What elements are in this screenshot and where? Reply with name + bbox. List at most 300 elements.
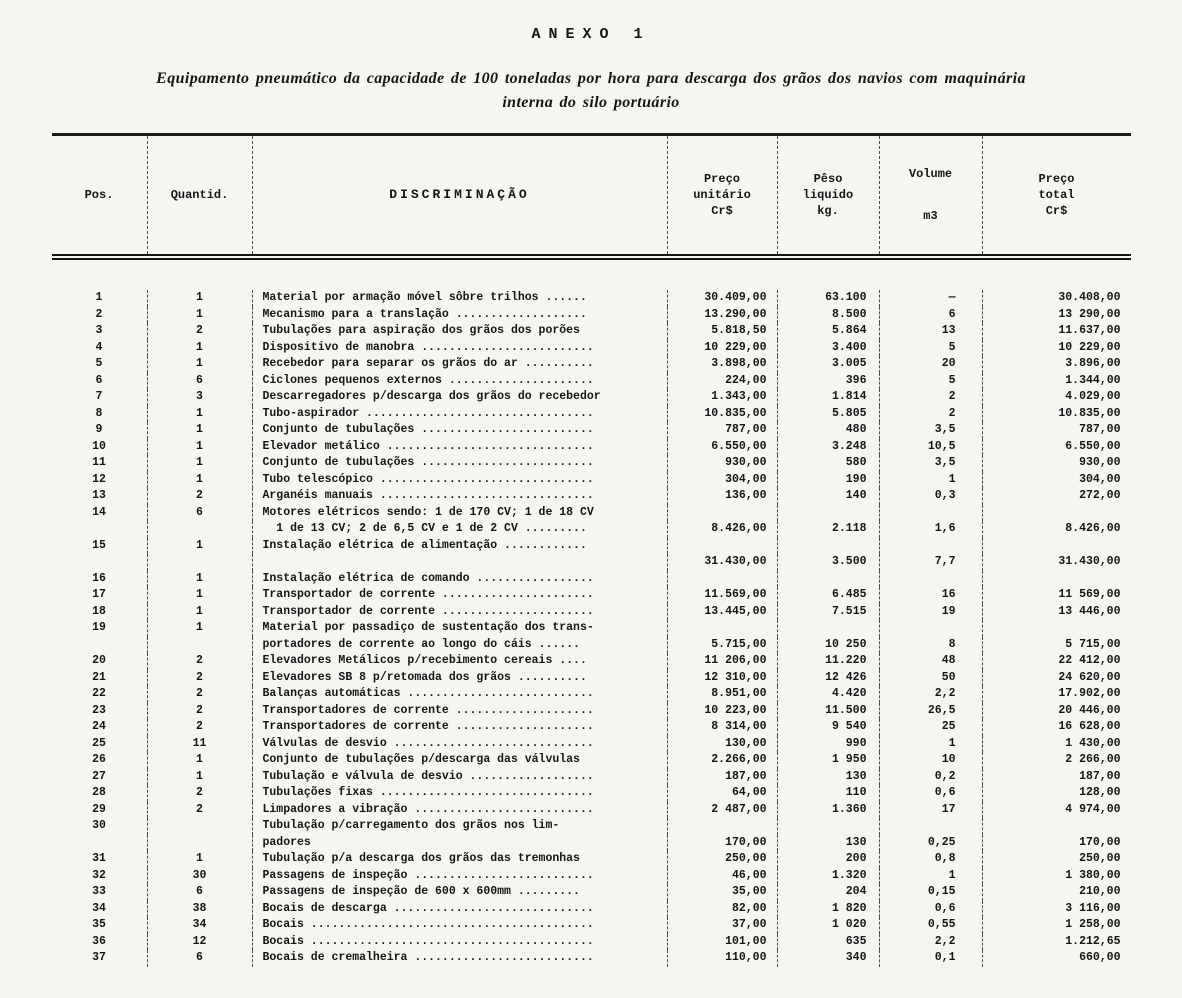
table-row-line xyxy=(52,769,1131,786)
cell-desc: Descarregadores p/descarga dos grãos do recebedor xyxy=(252,389,667,406)
cell-weight: 580 xyxy=(777,455,879,472)
header-net-weight-line1: Pêso xyxy=(813,172,843,186)
cell-total-price xyxy=(982,538,1131,555)
cell-unit-price: 2.266,00 xyxy=(667,752,777,769)
header-unit-price xyxy=(667,136,777,254)
cell-desc: Ciclones pequenos externos ..................... xyxy=(252,373,667,390)
cell-desc: Tubulação p/carregamento dos grãos nos lim- xyxy=(252,818,667,835)
cell-unit-price: 8 314,00 xyxy=(667,719,777,736)
cell-pos: 34 xyxy=(92,901,106,915)
cell-unit-price: 37,00 xyxy=(667,917,777,934)
cell-qty: 1 xyxy=(147,307,252,324)
table-row-line xyxy=(52,488,1131,505)
cell-unit-price: 2 487,00 xyxy=(667,802,777,819)
cell-pos: 14 xyxy=(92,505,106,519)
cell-qty: 1 xyxy=(147,538,252,555)
cell-unit-price: 31.430,00 xyxy=(667,554,777,571)
cell-pos xyxy=(52,637,147,654)
cell-pos: 30 xyxy=(92,819,106,832)
cell-volume: 3,5 xyxy=(879,455,982,472)
table-row-line xyxy=(52,521,1131,538)
cell-volume: 1 xyxy=(879,868,982,885)
document-title: ANEXO 1 xyxy=(531,26,651,43)
cell-total-price xyxy=(982,818,1131,835)
header-total-price-line1: Preço xyxy=(1038,172,1075,186)
cell-volume: 8 xyxy=(879,637,982,654)
cell-total-price: 128,00 xyxy=(982,785,1131,802)
cell-total-price: 10.835,00 xyxy=(982,406,1131,423)
cell-weight xyxy=(777,505,879,522)
cell-weight: 130 xyxy=(777,769,879,786)
cell-total-price: 22 412,00 xyxy=(982,653,1131,670)
table-row-line xyxy=(52,686,1131,703)
table-row-line xyxy=(52,802,1131,819)
header-discrimination-label: DISCRIMINAÇÃO xyxy=(389,187,530,202)
header-net-weight xyxy=(777,136,879,254)
cell-unit-price xyxy=(667,571,777,588)
cell-unit-price: 10 229,00 xyxy=(667,340,777,357)
table-row-line xyxy=(52,620,1131,637)
cell-volume: 16 xyxy=(879,587,982,604)
cell-volume: 0,8 xyxy=(879,851,982,868)
cell-qty: 2 xyxy=(147,719,252,736)
cell-total-price: 170,00 xyxy=(982,835,1131,852)
cell-pos: 31 xyxy=(92,852,106,865)
cell-weight: 9 540 xyxy=(777,719,879,736)
cell-total-price: 272,00 xyxy=(982,488,1131,505)
cell-volume: 6 xyxy=(879,307,982,324)
cell-total-price: 930,00 xyxy=(982,455,1131,472)
cell-desc: Limpadores a vibração .......................... xyxy=(252,802,667,819)
cell-pos: 2 xyxy=(95,307,103,321)
cell-qty: 12 xyxy=(147,934,252,951)
cell-total-price: 10 229,00 xyxy=(982,340,1131,357)
cell-total-price xyxy=(982,571,1131,588)
cell-total-price: 13 290,00 xyxy=(982,307,1131,324)
cell-total-price: 304,00 xyxy=(982,472,1131,489)
cell-weight: 110 xyxy=(777,785,879,802)
cell-desc: Passagens de inspeção de 600 x 600mm ......... xyxy=(252,884,667,901)
cell-weight: 12 426 xyxy=(777,670,879,687)
cell-volume: 5 xyxy=(879,340,982,357)
cell-pos: 22 xyxy=(92,687,106,700)
cell-total-price: 1 258,00 xyxy=(982,917,1131,934)
table-row-line xyxy=(52,538,1131,555)
cell-unit-price: 11.569,00 xyxy=(667,587,777,604)
cell-weight xyxy=(777,538,879,555)
cell-qty: 3 xyxy=(147,389,252,406)
cell-qty: 11 xyxy=(147,736,252,753)
table-row-line xyxy=(52,653,1131,670)
cell-unit-price: 8.951,00 xyxy=(667,686,777,703)
cell-unit-price: 8.426,00 xyxy=(667,521,777,538)
cell-unit-price: 10 223,00 xyxy=(667,703,777,720)
header-unit-price-line2: unitário xyxy=(693,188,751,202)
cell-qty: 6 xyxy=(147,373,252,390)
cell-total-price: 20 446,00 xyxy=(982,703,1131,720)
cell-pos: 13 xyxy=(92,489,106,502)
cell-pos: 25 xyxy=(92,736,106,750)
cell-pos: 21 xyxy=(92,670,106,684)
cell-pos: 10 xyxy=(92,439,106,453)
cell-pos: 12 xyxy=(92,472,106,486)
cell-volume: 2,2 xyxy=(879,686,982,703)
table-body xyxy=(52,260,1131,967)
cell-pos: 6 xyxy=(95,373,103,387)
cell-qty: 1 xyxy=(147,356,252,373)
cell-volume: 1 xyxy=(879,736,982,753)
cell-unit-price: 787,00 xyxy=(667,422,777,439)
table-row-line xyxy=(52,917,1131,934)
table-row-line xyxy=(52,901,1131,918)
cell-volume: 13 xyxy=(879,323,982,340)
cell-desc: Dispositivo de manobra ......................... xyxy=(252,340,667,357)
table-row-line xyxy=(52,670,1131,687)
cell-desc: Elevador metálico .............................. xyxy=(252,439,667,456)
table-row-line xyxy=(52,950,1131,967)
cell-desc: padores xyxy=(252,835,667,852)
cell-unit-price: 12 310,00 xyxy=(667,670,777,687)
cell-volume: 0,55 xyxy=(879,917,982,934)
table-row-line xyxy=(52,554,1131,571)
cell-weight: 7.515 xyxy=(777,604,879,621)
header-pos xyxy=(52,136,147,254)
cell-volume xyxy=(879,620,982,637)
cell-weight: 8.500 xyxy=(777,307,879,324)
cell-pos: 4 xyxy=(95,340,103,354)
cell-volume: 7,7 xyxy=(879,554,982,571)
cell-qty xyxy=(147,818,252,835)
cell-weight: 6.485 xyxy=(777,587,879,604)
cell-volume: 0,6 xyxy=(879,901,982,918)
cell-qty: 1 xyxy=(147,587,252,604)
cell-desc: Instalação elétrica de comando ................. xyxy=(252,571,667,588)
cell-unit-price: 110,00 xyxy=(667,950,777,967)
cell-unit-price: 35,00 xyxy=(667,884,777,901)
cell-qty: 6 xyxy=(147,884,252,901)
cell-qty: 1 xyxy=(147,571,252,588)
cell-unit-price: 11 206,00 xyxy=(667,653,777,670)
cell-desc: Material por passadiço de sustentação dos trans- xyxy=(252,620,667,637)
cell-volume: 0,15 xyxy=(879,884,982,901)
cell-pos xyxy=(52,521,147,538)
cell-weight: 11.500 xyxy=(777,703,879,720)
cell-volume: 0,2 xyxy=(879,769,982,786)
header-total-price-line3: Cr$ xyxy=(1045,204,1068,218)
table-row-line xyxy=(52,505,1131,522)
annex-table xyxy=(52,133,1131,967)
cell-volume: 26,5 xyxy=(879,703,982,720)
cell-qty: 2 xyxy=(147,670,252,687)
cell-pos: 24 xyxy=(92,720,106,733)
cell-unit-price: 250,00 xyxy=(667,851,777,868)
cell-qty: 2 xyxy=(147,653,252,670)
cell-weight: 5.864 xyxy=(777,323,879,340)
cell-unit-price: 304,00 xyxy=(667,472,777,489)
cell-pos: 9 xyxy=(95,423,103,436)
cell-unit-price: 30.409,00 xyxy=(667,290,777,307)
cell-qty: 1 xyxy=(147,422,252,439)
cell-qty: 1 xyxy=(147,455,252,472)
cell-pos: 16 xyxy=(92,571,106,585)
table-row-line xyxy=(52,587,1131,604)
cell-qty: 2 xyxy=(147,802,252,819)
table-row-line xyxy=(52,406,1131,423)
header-pos-label: Pos. xyxy=(84,188,114,202)
table-row-line xyxy=(52,323,1131,340)
cell-volume: 2 xyxy=(879,406,982,423)
cell-qty: 1 xyxy=(147,769,252,786)
cell-total-price: 187,00 xyxy=(982,769,1131,786)
cell-total-price: 787,00 xyxy=(982,422,1131,439)
cell-volume: 1,6 xyxy=(879,521,982,538)
cell-total-price: 5 715,00 xyxy=(982,637,1131,654)
cell-volume: 0,3 xyxy=(879,488,982,505)
document-subtitle xyxy=(51,67,1131,115)
cell-qty xyxy=(147,835,252,852)
cell-pos xyxy=(52,835,147,852)
cell-volume: 1 xyxy=(879,472,982,489)
cell-qty: 1 xyxy=(147,851,252,868)
cell-total-price: 3.896,00 xyxy=(982,356,1131,373)
subtitle-line-1: Equipamento pneumático da capacidade de 100 toneladas por hora para descarga dos grãos dos navios com maquinária xyxy=(156,70,1026,87)
cell-pos: 19 xyxy=(92,621,106,634)
cell-volume xyxy=(879,571,982,588)
cell-weight: 1.320 xyxy=(777,868,879,885)
cell-qty: 2 xyxy=(147,785,252,802)
cell-total-price: 31.430,00 xyxy=(982,554,1131,571)
cell-unit-price: 136,00 xyxy=(667,488,777,505)
cell-unit-price xyxy=(667,620,777,637)
cell-desc: Mecanismo para a translação ................... xyxy=(252,307,667,324)
cell-qty: 1 xyxy=(147,340,252,357)
cell-volume: 20 xyxy=(879,356,982,373)
cell-weight: 635 xyxy=(777,934,879,951)
header-total-price xyxy=(982,136,1131,254)
cell-desc: Tubo-aspirador ................................. xyxy=(252,406,667,423)
cell-unit-price: 224,00 xyxy=(667,373,777,390)
cell-total-price: 3 116,00 xyxy=(982,901,1131,918)
cell-weight: 1 950 xyxy=(777,752,879,769)
cell-total-price xyxy=(982,620,1131,637)
cell-desc: 1 de 13 CV; 2 de 6,5 CV e 1 de 2 CV ......... xyxy=(252,521,667,538)
cell-desc: Tubulações fixas ............................... xyxy=(252,785,667,802)
cell-volume: 17 xyxy=(879,802,982,819)
cell-total-price: 11 569,00 xyxy=(982,587,1131,604)
cell-total-price: 8.426,00 xyxy=(982,521,1131,538)
cell-unit-price: 187,00 xyxy=(667,769,777,786)
header-volume xyxy=(879,136,982,254)
cell-qty: 2 xyxy=(147,488,252,505)
cell-total-price: 1.212,65 xyxy=(982,934,1131,951)
cell-desc: Tubulações para aspiração dos grãos dos porões xyxy=(252,323,667,340)
table-row-line xyxy=(52,290,1131,307)
cell-weight: 990 xyxy=(777,736,879,753)
cell-weight: 3.005 xyxy=(777,356,879,373)
cell-pos: 8 xyxy=(95,406,103,420)
cell-desc: Recebedor para separar os grãos do ar .......... xyxy=(252,356,667,373)
cell-qty: 1 xyxy=(147,620,252,637)
cell-weight: 1.814 xyxy=(777,389,879,406)
cell-pos: 32 xyxy=(92,868,106,882)
table-row-line xyxy=(52,340,1131,357)
table-header-row xyxy=(52,136,1131,254)
cell-pos: 1 xyxy=(95,291,103,304)
table-row-line xyxy=(52,637,1131,654)
cell-weight: 340 xyxy=(777,950,879,967)
cell-weight: 3.400 xyxy=(777,340,879,357)
cell-total-price: 1 380,00 xyxy=(982,868,1131,885)
cell-weight: 3.500 xyxy=(777,554,879,571)
header-unit-price-line1: Preço xyxy=(703,172,740,186)
cell-pos: 27 xyxy=(92,769,106,783)
cell-weight xyxy=(777,818,879,835)
header-volume-line2: m3 xyxy=(923,209,938,223)
header-quantity xyxy=(147,136,252,254)
cell-total-price: 4.029,00 xyxy=(982,389,1131,406)
cell-volume: 19 xyxy=(879,604,982,621)
cell-volume: 0,6 xyxy=(879,785,982,802)
cell-pos xyxy=(52,554,147,571)
cell-unit-price: 6.550,00 xyxy=(667,439,777,456)
cell-desc: Transportadores de corrente .................... xyxy=(252,719,667,736)
cell-volume xyxy=(879,538,982,555)
cell-desc: Instalação elétrica de alimentação ............ xyxy=(252,538,667,555)
cell-pos: 28 xyxy=(92,786,106,799)
table-row-line xyxy=(52,835,1131,852)
cell-desc: Elevadores Metálicos p/recebimento cereais .... xyxy=(252,653,667,670)
header-quantity-label: Quantid. xyxy=(170,188,229,202)
cell-pos: 5 xyxy=(95,357,103,370)
header-volume-line1: Volume xyxy=(908,167,953,181)
table-row-line xyxy=(52,604,1131,621)
cell-unit-price: 130,00 xyxy=(667,736,777,753)
cell-unit-price: 13.445,00 xyxy=(667,604,777,621)
cell-qty: 2 xyxy=(147,703,252,720)
table-row-line xyxy=(52,884,1131,901)
table-row-line xyxy=(52,934,1131,951)
cell-unit-price: 82,00 xyxy=(667,901,777,918)
cell-volume: 2 xyxy=(879,389,982,406)
cell-weight: 10 250 xyxy=(777,637,879,654)
cell-volume: 48 xyxy=(879,653,982,670)
cell-desc: Válvulas de desvio ............................. xyxy=(252,736,667,753)
cell-qty: 30 xyxy=(147,868,252,885)
table-row-line xyxy=(52,373,1131,390)
header-net-weight-line3: kg. xyxy=(817,204,839,218)
cell-total-price: 16 628,00 xyxy=(982,719,1131,736)
cell-unit-price xyxy=(667,538,777,555)
cell-desc: Tubulação p/a descarga dos grãos das tremonhas xyxy=(252,851,667,868)
cell-total-price xyxy=(982,505,1131,522)
header-total-price-line2: total xyxy=(1038,188,1075,202)
cell-pos: 23 xyxy=(92,703,106,717)
cell-pos: 33 xyxy=(92,885,106,898)
cell-pos: 11 xyxy=(92,456,106,469)
cell-volume: 10 xyxy=(879,752,982,769)
table-row-line xyxy=(52,455,1131,472)
cell-volume: 0,25 xyxy=(879,835,982,852)
cell-weight: 190 xyxy=(777,472,879,489)
cell-qty: 38 xyxy=(147,901,252,918)
cell-unit-price: 46,00 xyxy=(667,868,777,885)
cell-unit-price: 64,00 xyxy=(667,785,777,802)
cell-total-price: 210,00 xyxy=(982,884,1131,901)
cell-desc: Arganéis manuais ............................... xyxy=(252,488,667,505)
cell-weight: 1 020 xyxy=(777,917,879,934)
cell-weight xyxy=(777,620,879,637)
cell-pos: 18 xyxy=(92,604,106,618)
cell-desc: Tubulação e válvula de desvio .................. xyxy=(252,769,667,786)
cell-weight: 11.220 xyxy=(777,653,879,670)
cell-qty: 1 xyxy=(147,439,252,456)
table-row-line xyxy=(52,439,1131,456)
cell-pos: 35 xyxy=(92,918,106,931)
table-row-line xyxy=(52,472,1131,489)
cell-desc: Elevadores SB 8 p/retomada dos grãos .......... xyxy=(252,670,667,687)
cell-total-price: 2 266,00 xyxy=(982,752,1131,769)
cell-total-price: 11.637,00 xyxy=(982,323,1131,340)
cell-unit-price: 5.818,50 xyxy=(667,323,777,340)
cell-weight: 1 820 xyxy=(777,901,879,918)
cell-unit-price: 13.290,00 xyxy=(667,307,777,324)
subtitle-line-2: interna do silo portuário xyxy=(502,94,680,111)
cell-total-price: 6.550,00 xyxy=(982,439,1131,456)
table-row-line xyxy=(52,571,1131,588)
cell-qty: 34 xyxy=(147,917,252,934)
cell-total-price: 1.344,00 xyxy=(982,373,1131,390)
cell-desc: Material por armação móvel sôbre trilhos ...... xyxy=(252,290,667,307)
cell-desc: Passagens de inspeção .......................... xyxy=(252,868,667,885)
table-row-line xyxy=(52,356,1131,373)
cell-weight: 2.118 xyxy=(777,521,879,538)
cell-desc: Bocais ......................................... xyxy=(252,917,667,934)
table-row-line xyxy=(52,868,1131,885)
cell-unit-price: 930,00 xyxy=(667,455,777,472)
cell-weight: 4.420 xyxy=(777,686,879,703)
cell-volume: 5 xyxy=(879,373,982,390)
cell-unit-price xyxy=(667,505,777,522)
cell-desc: Conjunto de tubulações p/descarga das válvulas xyxy=(252,752,667,769)
cell-qty: 1 xyxy=(147,604,252,621)
cell-unit-price: 5.715,00 xyxy=(667,637,777,654)
table-row-line xyxy=(52,389,1131,406)
cell-volume: 25 xyxy=(879,719,982,736)
cell-weight: 63.100 xyxy=(777,290,879,307)
cell-pos: 36 xyxy=(92,934,106,948)
cell-qty: 1 xyxy=(147,406,252,423)
table-row-line xyxy=(52,719,1131,736)
cell-unit-price: 1.343,00 xyxy=(667,389,777,406)
cell-qty: 2 xyxy=(147,686,252,703)
cell-volume: — xyxy=(879,290,982,307)
table-row-line xyxy=(52,818,1131,835)
table-row-line xyxy=(52,851,1131,868)
cell-qty: 1 xyxy=(147,752,252,769)
cell-pos: 3 xyxy=(95,324,103,337)
table-row-line xyxy=(52,785,1131,802)
cell-qty xyxy=(147,637,252,654)
cell-unit-price: 10.835,00 xyxy=(667,406,777,423)
cell-volume xyxy=(879,818,982,835)
cell-volume: 0,1 xyxy=(879,950,982,967)
cell-weight: 130 xyxy=(777,835,879,852)
cell-volume: 10,5 xyxy=(879,439,982,456)
cell-weight: 480 xyxy=(777,422,879,439)
cell-desc xyxy=(252,554,667,571)
cell-qty: 6 xyxy=(147,505,252,522)
cell-unit-price: 3.898,00 xyxy=(667,356,777,373)
